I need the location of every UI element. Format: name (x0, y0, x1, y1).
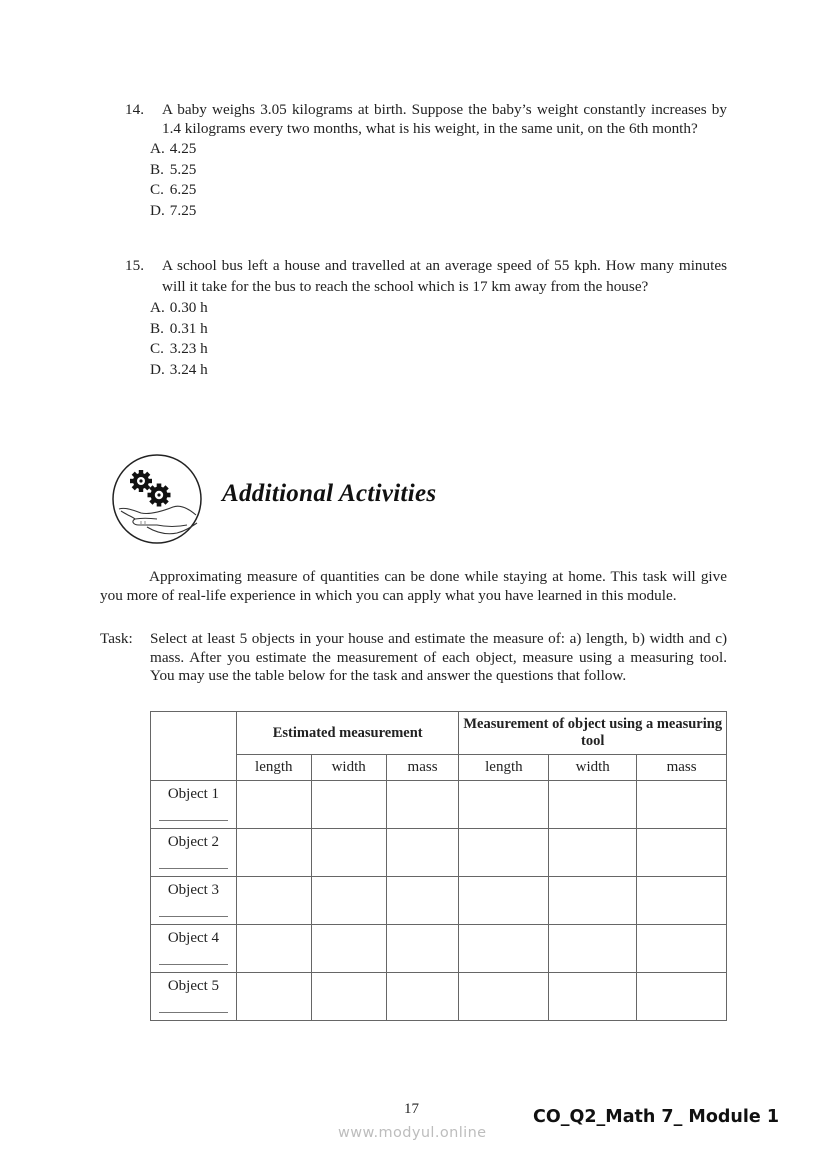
table-row (151, 925, 727, 973)
entry-cell[interactable] (459, 973, 549, 1021)
subheader-length: length (236, 755, 311, 781)
measuring-tool-header: Measurement of object using a measuring tool (459, 712, 727, 755)
page-number: 17 (404, 1101, 419, 1117)
option-a: A. 4.25 (150, 140, 197, 157)
object-name-blank[interactable] (159, 916, 228, 917)
entry-cell[interactable] (236, 925, 311, 973)
entry-cell[interactable] (549, 877, 637, 925)
object-name-blank[interactable] (159, 964, 228, 965)
object-label-cell[interactable]: Object 5 (151, 973, 237, 1021)
entry-cell[interactable] (549, 829, 637, 877)
table-header-row (151, 712, 727, 755)
measurement-table (150, 711, 727, 1021)
entry-cell[interactable] (637, 925, 727, 973)
subheader-width: width (311, 755, 386, 781)
entry-cell[interactable] (459, 925, 549, 973)
object-label-cell[interactable]: Object 3 (151, 877, 237, 925)
subheader-mass: mass (386, 755, 459, 781)
question-number: 14. (125, 101, 144, 118)
entry-cell[interactable] (459, 877, 549, 925)
estimated-measurement-header: Estimated measurement (236, 712, 459, 755)
entry-cell[interactable] (236, 877, 311, 925)
entry-cell[interactable] (311, 781, 386, 829)
entry-cell[interactable] (637, 973, 727, 1021)
entry-cell[interactable] (386, 973, 459, 1021)
watermark: www.modyul.online (338, 1125, 487, 1141)
entry-cell[interactable] (311, 925, 386, 973)
table-row (151, 877, 727, 925)
table-row (151, 973, 727, 1021)
question-number: 15. (125, 257, 144, 274)
table-row (151, 829, 727, 877)
entry-cell[interactable] (459, 781, 549, 829)
task-text: Select at least 5 objects in your house and estimate the measure of: a) length, b) width and c) mass. After you estimate the measurement of each object, measure using a measuring tool. You may use the table below for the task and answer the questions that follow. (150, 630, 727, 684)
question-stem: A school bus left a house and travelled at an average speed of 55 kph. How many minutes will it take for the bus to reach the school which is 17 km away from the house? (162, 257, 727, 295)
entry-cell[interactable] (549, 925, 637, 973)
entry-cell[interactable] (236, 829, 311, 877)
entry-cell[interactable] (549, 781, 637, 829)
entry-cell[interactable] (637, 781, 727, 829)
entry-cell[interactable] (386, 781, 459, 829)
object-name-blank[interactable] (159, 1012, 228, 1013)
section-title: Additional Activities (222, 480, 437, 507)
entry-cell[interactable] (386, 877, 459, 925)
entry-cell[interactable] (311, 877, 386, 925)
options-list (150, 298, 727, 380)
entry-cell[interactable] (386, 925, 459, 973)
subheader-length: length (459, 755, 549, 781)
object-name-blank[interactable] (159, 868, 228, 869)
table-subheader-row (151, 755, 727, 781)
question-stem: A baby weighs 3.05 kilograms at birth. Suppose the baby’s weight constantly increases by 1.4 kilograms every two months, what is his weight, in the same unit, on the 6th month? (162, 101, 727, 137)
module-code: CO_Q2_Math 7_ Module 1 (533, 1107, 779, 1127)
entry-cell[interactable] (637, 829, 727, 877)
subheader-width: width (549, 755, 637, 781)
task-paragraph (100, 630, 727, 686)
options-list (150, 139, 727, 221)
entry-cell[interactable] (236, 781, 311, 829)
intro-paragraph: Approximating measure of quantities can be done while staying at home. This task will give you more of real-life experience in which you can apply what you have learned in this module. (100, 568, 727, 604)
object-name-blank[interactable] (159, 820, 228, 821)
object-header-cell (151, 712, 237, 781)
entry-cell[interactable] (311, 973, 386, 1021)
object-label-cell[interactable]: Object 2 (151, 829, 237, 877)
entry-cell[interactable] (549, 973, 637, 1021)
object-label-cell[interactable]: Object 1 (151, 781, 237, 829)
subheader-mass: mass (637, 755, 727, 781)
entry-cell[interactable] (386, 829, 459, 877)
option-a: A. 0.30 h (150, 299, 208, 316)
entry-cell[interactable] (459, 829, 549, 877)
entry-cell[interactable] (311, 829, 386, 877)
task-label: Task: (100, 630, 133, 647)
object-label-cell[interactable]: Object 4 (151, 925, 237, 973)
question-14 (125, 101, 727, 221)
option-c: C. 3.23 h (150, 340, 208, 357)
option-d: D. 3.24 h (150, 360, 208, 378)
entry-cell[interactable] (637, 877, 727, 925)
option-d: D. 7.25 (150, 201, 197, 219)
question-15 (125, 256, 727, 380)
gears-in-hand-icon (111, 453, 203, 545)
option-b: B. 5.25 (150, 160, 197, 178)
option-b: B. 0.31 h (150, 319, 208, 337)
option-c: C. 6.25 (150, 181, 197, 198)
table-row (151, 781, 727, 829)
entry-cell[interactable] (236, 973, 311, 1021)
